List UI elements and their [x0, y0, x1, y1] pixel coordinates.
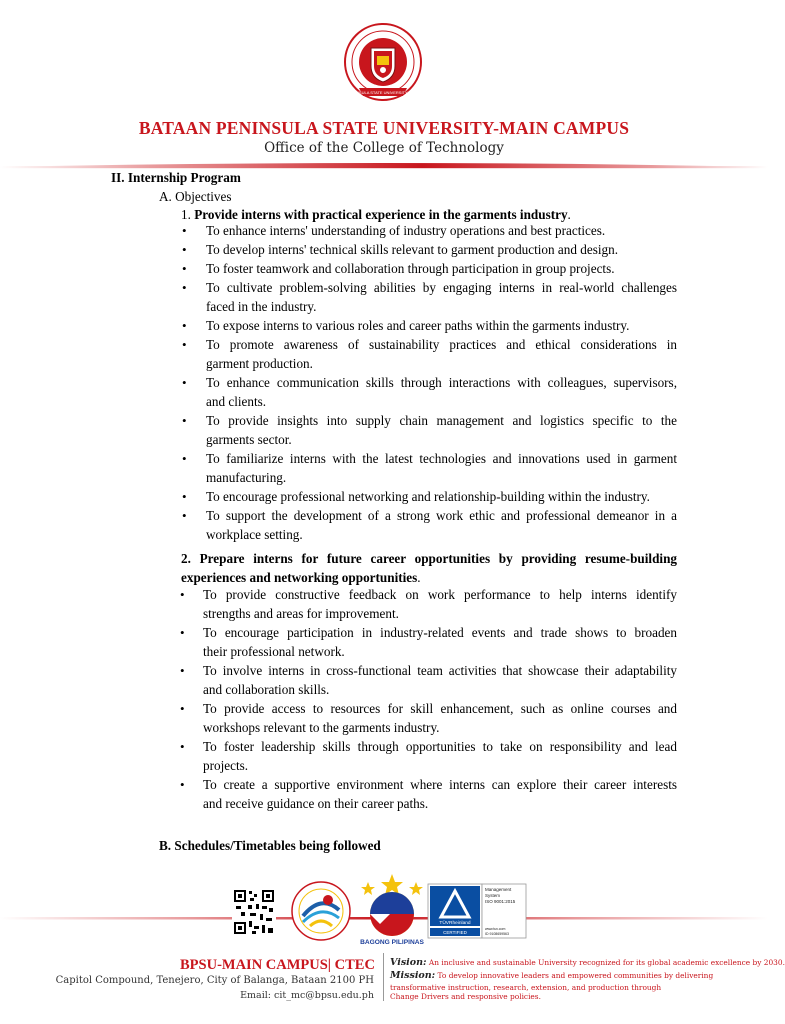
- bullet-text: and collaboration skills.: [203, 682, 330, 697]
- subheading-objectives: A. Objectives: [159, 189, 232, 204]
- bullet-marker: •: [180, 663, 185, 678]
- vision-statement: [390, 958, 785, 967]
- bullet-text: garment production.: [206, 356, 313, 371]
- svg-text:ID 9108659563: ID 9108659563: [485, 932, 509, 936]
- subheading-schedules: B. Schedules/Timetables being followed: [159, 838, 381, 853]
- bullet-text: workshops relevant to the garments industry.: [203, 720, 440, 735]
- svg-text:System: System: [485, 893, 501, 898]
- bullet-text: To provide insights into supply chain management and logistics specific to the: [206, 413, 677, 428]
- svg-text:ISO 9001:2015: ISO 9001:2015: [485, 899, 516, 904]
- bullet-marker: •: [182, 337, 187, 352]
- bullet-text: To familiarize interns with the latest technologies and innovations used in garment: [206, 451, 677, 466]
- bullet-marker: •: [182, 261, 187, 276]
- bullet-text: To foster teamwork and collaboration through participation in group projects.: [206, 261, 615, 276]
- bullet-text: To create a supportive environment where interns can explore their career interests: [203, 777, 677, 792]
- bullet-text: To support the development of a strong work ethic and professional demeanor in a: [206, 508, 677, 523]
- bullet-text: To enhance interns' understanding of industry operations and best practices.: [206, 223, 606, 238]
- mission-line-1: To develop innovative leaders and empowered communities by delivering: [437, 971, 714, 980]
- bullet-marker: •: [182, 318, 187, 333]
- bullet-text: and receive guidance on their career paths.: [203, 796, 429, 811]
- bullet-text: garments sector.: [206, 432, 292, 447]
- university-name: BATAAN PENINSULA STATE UNIVERSITY-MAIN CAMPUS: [138, 118, 630, 138]
- svg-text:www.tuv.com: www.tuv.com: [485, 927, 506, 931]
- objective-1-number: 1.: [181, 207, 191, 222]
- objective-2-title-line1: 2. Prepare interns for future career opportunities by providing resume-building: [181, 551, 677, 566]
- footer-vertical-divider: [383, 953, 384, 1001]
- bullet-marker: •: [180, 587, 185, 602]
- objective-1-title: Provide interns with practical experience in the garments industry: [194, 207, 568, 222]
- objective-2-title: experiences and networking opportunities: [181, 570, 418, 585]
- svg-text:CERTIFIED: CERTIFIED: [443, 930, 467, 935]
- office-name: Office of the College of Technology: [264, 140, 504, 156]
- svg-text:BATAAN PENINSULA STATE UNIVERS: BATAAN PENINSULA STATE UNIVERSITY · PHILIPPINES: [330, 90, 436, 95]
- bullet-text: projects.: [203, 758, 249, 773]
- bullet-text: To provide constructive feedback on work performance to help interns identify: [203, 587, 677, 602]
- bullet-marker: •: [180, 625, 185, 640]
- footer-address: Capitol Compound, Tenejero, City of Balanga, Bataan 2100 PH: [55, 975, 374, 986]
- objective-1-end: .: [567, 207, 571, 222]
- tuv-certification-badge: [428, 884, 526, 938]
- bullet-marker: •: [182, 489, 187, 504]
- bullet-text: their professional network.: [203, 644, 345, 659]
- bullet-marker: •: [182, 508, 187, 523]
- vision-label: Vision:: [390, 957, 427, 968]
- mission-line-2: transformative instruction, research, extension, and production through: [390, 983, 662, 992]
- bullet-text: To provide access to resources for skill enhancement, such as online courses and: [203, 701, 677, 716]
- bullet-marker: •: [182, 413, 187, 428]
- bullet-text: To develop interns' technical skills relevant to garment production and design.: [206, 242, 618, 257]
- quality-award-seal-icon: [288, 880, 354, 942]
- bullet-marker: •: [182, 375, 187, 390]
- bullet-text: To expose interns to various roles and career paths within the garments industry.: [206, 318, 630, 333]
- mission-line-3: Change Drivers and responsive policies.: [390, 992, 541, 1001]
- bullet-text: To foster leadership skills through opportunities to take on responsibility and lead: [203, 739, 677, 754]
- bullet-text: To enhance communication skills through interactions with colleagues, supervisors,: [206, 375, 677, 390]
- mission-statement: [390, 971, 713, 980]
- bullet-text: workplace setting.: [206, 527, 303, 542]
- bullet-text: To involve interns in cross-functional team activities that showcase their adaptability: [203, 663, 677, 678]
- bullet-marker: •: [180, 739, 185, 754]
- bullet-text: To promote awareness of sustainability practices and ethical considerations in: [206, 337, 677, 352]
- svg-text:Management: Management: [485, 887, 512, 892]
- bullet-text: manufacturing.: [206, 470, 287, 485]
- bagong-pilipinas-logo: [356, 872, 428, 948]
- bullet-text: To encourage participation in industry-related events and trade shows to broaden: [203, 625, 677, 640]
- svg-text:BAGONG PILIPINAS: BAGONG PILIPINAS: [360, 939, 424, 946]
- bullet-marker: •: [182, 280, 187, 295]
- objective-2-end: .: [417, 570, 421, 585]
- footer-email: Email: cit_mc@bpsu.edu.ph: [240, 990, 374, 1001]
- bullet-marker: •: [180, 777, 185, 792]
- bullet-marker: •: [182, 242, 187, 257]
- footer-campus-title: BPSU-MAIN CAMPUS| CTEC: [180, 957, 375, 973]
- bullet-text: faced in the industry.: [206, 299, 317, 314]
- bullet-marker: •: [182, 451, 187, 466]
- bullet-marker: •: [180, 701, 185, 716]
- section-heading: II. Internship Program: [111, 170, 241, 185]
- bullet-text: To cultivate problem-solving abilities by engaging interns in real-world challenges: [206, 280, 677, 295]
- vision-text: An inclusive and sustainable University recognized for its global academic excellence by 2030.: [428, 958, 785, 967]
- mission-label: Mission:: [390, 970, 436, 981]
- svg-text:TÜVRheinland: TÜVRheinland: [439, 921, 471, 926]
- bullet-text: and clients.: [206, 394, 267, 409]
- qr-code-icon: [232, 888, 276, 936]
- bullet-text: strengths and areas for improvement.: [203, 606, 399, 621]
- bullet-marker: •: [182, 223, 187, 238]
- bullet-text: To encourage professional networking and relationship-building within the industry.: [206, 489, 650, 504]
